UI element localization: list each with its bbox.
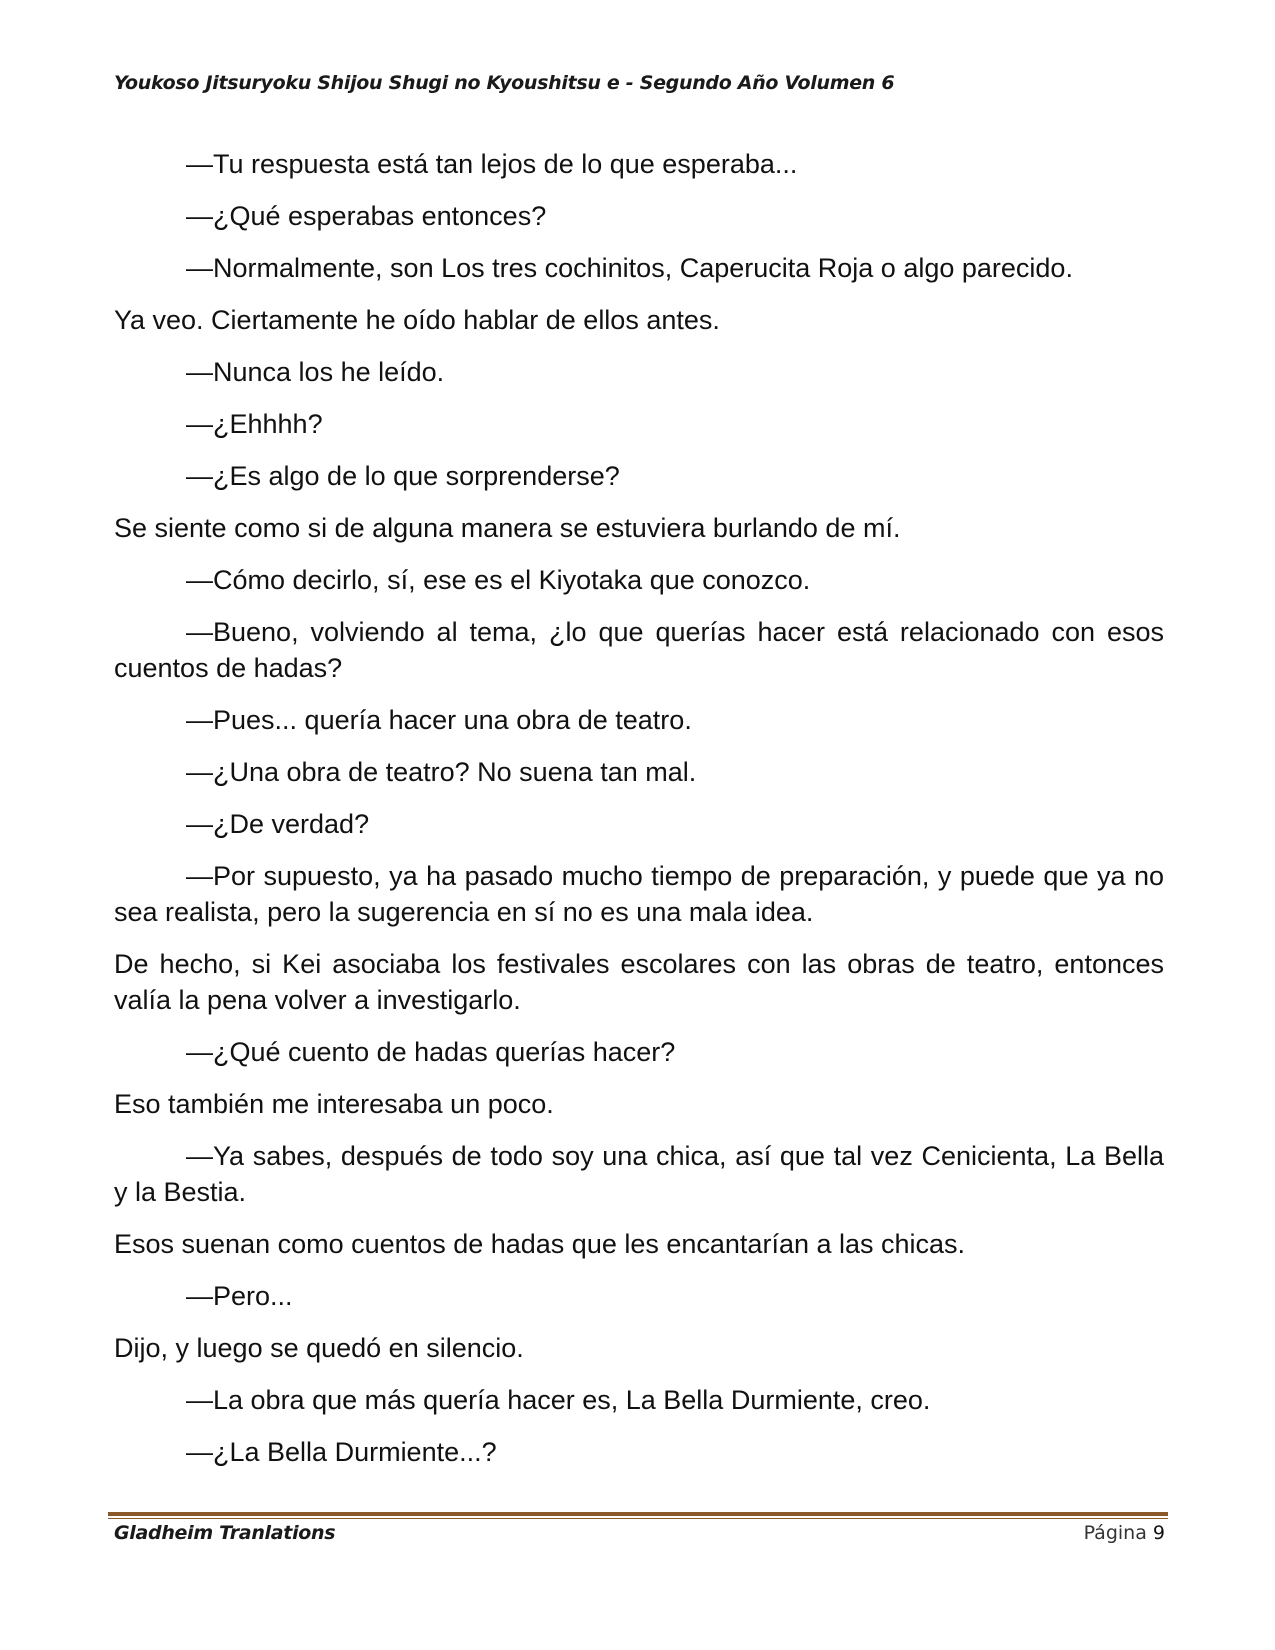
paragraph: De hecho, si Kei asociaba los festivales escolares con las obras de teatro, entonces valía la pena volver a investigarlo. [114,949,1164,1015]
paragraph: —Normalmente, son Los tres cochinitos, Caperucita Roja o algo parecido. [186,253,1073,283]
paragraph: —¿Qué esperabas entonces? [186,201,547,231]
paragraph: —¿Qué cuento de hadas querías hacer? [186,1037,676,1067]
paragraph: —¿Ehhhh? [186,409,323,439]
paragraph: —¿De verdad? [186,809,370,839]
paragraph: —¿Es algo de lo que sorprenderse? [186,461,620,491]
page-number [1084,1522,1165,1544]
running-header: Youkoso Jitsuryoku Shijou Shugi no Kyoushitsu e - Segundo Año Volumen 6 [114,72,895,94]
paragraph: —Nunca los he leído. [186,357,445,387]
paragraph: —Cómo decirlo, sí, ese es el Kiyotaka que conozco. [186,565,811,595]
paragraph: —Bueno, volviendo al tema, ¿lo que querías hacer está relacionado con esos cuentos de hadas? [114,617,1164,683]
footer-translator: Gladheim Tranlations [114,1522,336,1544]
paragraph: Ya veo. Ciertamente he oído hablar de ellos antes. [114,305,720,335]
paragraph: —Por supuesto, ya ha pasado mucho tiempo de preparación, y puede que ya no sea realista, pero la sugerencia en sí no es una mala idea. [114,861,1164,927]
paragraph: —¿La Bella Durmiente...? [186,1437,497,1467]
page-number-value: 9 [1152,1522,1165,1544]
paragraph: Se siente como si de alguna manera se estuviera burlando de mí. [114,513,901,543]
paragraph: Dijo, y luego se quedó en silencio. [114,1333,524,1363]
paragraph: Esos suenan como cuentos de hadas que les encantarían a las chicas. [114,1229,966,1259]
page-body [114,146,1164,1486]
paragraph: —Tu respuesta está tan lejos de lo que esperaba... [186,149,798,179]
paragraph: —¿Una obra de teatro? No suena tan mal. [186,757,697,787]
paragraph: Eso también me interesaba un poco. [114,1089,554,1119]
paragraph: —La obra que más quería hacer es, La Bella Durmiente, creo. [186,1385,931,1415]
paragraph: —Ya sabes, después de todo soy una chica, así que tal vez Cenicienta, La Bella y la Bestia. [114,1141,1164,1207]
footer-divider [108,1512,1168,1519]
paragraph: —Pues... quería hacer una obra de teatro. [186,705,692,735]
page-label: Página [1083,1522,1147,1544]
footer-rule-thin [108,1518,1168,1519]
footer-rule-thick [108,1512,1168,1516]
paragraph: —Pero... [186,1281,293,1311]
